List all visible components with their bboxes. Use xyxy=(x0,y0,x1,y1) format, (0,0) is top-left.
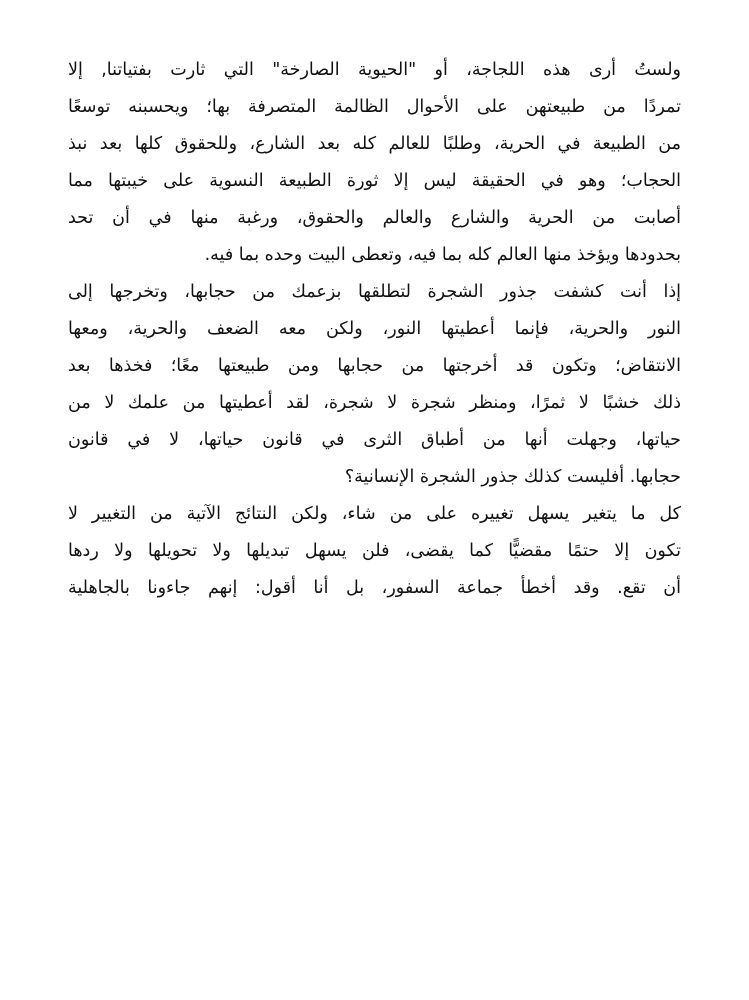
text-line: أصابت من الحرية والشارع والعالم والحقوق، ورغبة منها في أن تحد xyxy=(68,208,681,228)
text-line: من الطبيعة في الحرية، وطلبًا للعالم كله بعد الشارع، وللحقوق كلها بعد نبذ xyxy=(68,134,681,154)
text-line: حياتها، وجهلت أنها من أطباق الثرى في قانون حياتها، لا في قانون xyxy=(68,430,681,450)
text-line: بحدودها ويؤخذ منها العالم كله بما فيه، وتعطى البيت وحده بما فيه. xyxy=(204,245,681,265)
text-line: إذا أنت كشفت جذور الشجرة لتطلقها بزعمك من حجابها، وتخرجها إلى xyxy=(68,282,681,302)
text-line: كل ما يتغير يسهل تغييره على من شاء، ولكن النتائج الآتية من التغيير لا xyxy=(68,504,681,524)
text-line: ذلك خشبًا لا ثمرًا، ومنظر شجرة لا شجرة، لقد أعطيتها من علمك لا من xyxy=(68,393,681,413)
paragraph-2 xyxy=(68,274,681,496)
text-line: الانتقاض؛ وتكون قد أخرجتها من حجابها ومن طبيعتها معًا؛ فخذها بعد xyxy=(68,356,681,376)
paragraph-1 xyxy=(68,52,681,274)
text-line: النور والحرية، فإنما أعطيتها النور، ولكن معه الضعف والحرية، ومعها xyxy=(68,319,681,339)
text-line: الحجاب؛ وهو في الحقيقة ليس إلا ثورة الطبيعة النسوية على خيبتها مما xyxy=(68,171,681,191)
text-line: حجابها. أفليست كذلك جذور الشجرة الإنسانية؟ xyxy=(344,467,681,487)
text-line: ولستُ أرى هذه اللجاجة، أو "الحيوية الصارخة" التي ثارت بفتياتنا, إلا xyxy=(68,60,681,80)
paragraph-3 xyxy=(68,496,681,607)
text-line: أن تقع. وقد أخطأ جماعة السفور، بل أنا أقول: إنهم جاءونا بالجاهلية xyxy=(68,578,681,598)
text-line: تكون إلا حتمًا مقضيًّا كما يقضى، فلن يسهل تبديلها ولا تحويلها ولا ردها xyxy=(68,541,681,561)
document-page xyxy=(68,52,681,607)
text-line: تمردًا من طبيعتهن على الأحوال الظالمة المتصرفة بها؛ ويحسبنه توسعًا xyxy=(68,97,681,117)
